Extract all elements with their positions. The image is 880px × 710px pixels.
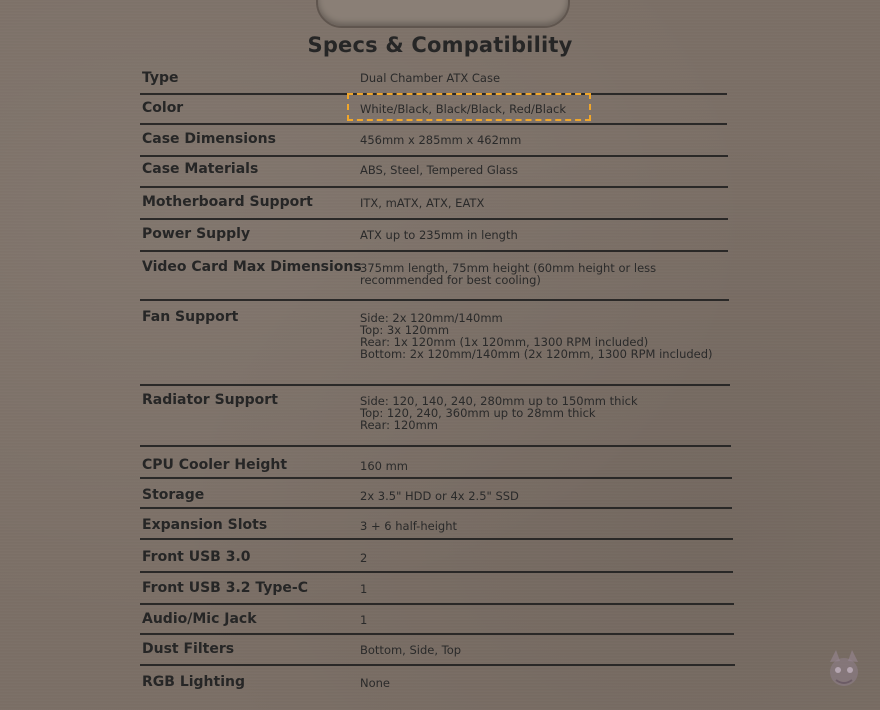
spec-value [360,460,408,472]
spec-label: Case Dimensions [142,131,276,147]
spec-label: CPU Cooler Height [142,457,288,473]
spec-label: Radiator Support [142,392,278,408]
row-divider [140,186,728,188]
spec-label: Fan Support [142,309,239,325]
spec-value [360,229,518,241]
spec-value-line: 1 [360,582,368,596]
spec-value-line: Top: 120, 240, 360mm up to 28mm thick [360,406,596,420]
row-divider [140,633,734,635]
spec-value [360,677,390,689]
mascot-watermark-icon [822,648,866,690]
page-title: Specs & Compatibility [307,33,573,57]
spec-value [360,614,367,626]
spec-label: Dust Filters [142,641,235,657]
spec-value-line: ABS, Steel, Tempered Glass [360,163,518,177]
spec-value-line: 1 [360,613,368,627]
spec-value-line: Bottom, Side, Top [360,643,462,657]
spec-value [360,164,518,176]
spec-value [360,520,457,532]
box-handle-cutout [316,0,570,28]
row-divider [140,571,733,573]
spec-label: Front USB 3.0 [142,549,251,565]
color-value-highlight [347,93,591,121]
spec-value-line: Rear: 120mm [360,418,439,432]
row-divider [140,507,732,509]
spec-value [360,312,713,360]
row-divider [140,384,730,386]
spec-value-line: 456mm x 285mm x 462mm [360,133,522,147]
row-divider [140,664,735,666]
spec-value [360,583,367,595]
spec-value [360,395,638,431]
spec-value [360,72,500,84]
row-divider [140,477,732,479]
row-divider [140,250,728,252]
spec-label: Front USB 3.2 Type-C [142,580,309,596]
spec-value-line: 160 mm [360,459,409,473]
row-divider [140,218,728,220]
spec-value-line: 375mm length, 75mm height (60mm height or less [360,261,657,275]
spec-value [360,490,519,502]
spec-value-line: Bottom: 2x 120mm/140mm (2x 120mm, 1300 RPM included) [360,347,713,361]
spec-value-line: Top: 3x 120mm [360,323,450,337]
row-divider [140,299,729,301]
row-divider [140,445,731,447]
spec-value [360,197,484,209]
spec-value [360,262,656,286]
row-divider [140,603,734,605]
spec-label: Color [142,100,184,116]
spec-label: Motherboard Support [142,194,313,210]
spec-value-line: recommended for best cooling) [360,273,541,287]
spec-label: Storage [142,487,205,503]
spec-label: Power Supply [142,226,251,242]
spec-value-line: White/Black, Black/Black, Red/Black [360,102,566,116]
spec-label: RGB Lighting [142,674,246,690]
spec-value [360,552,367,564]
spec-value-line: Side: 120, 140, 240, 280mm up to 150mm thick [360,394,638,408]
spec-value [360,644,461,656]
spec-value-line: ATX up to 235mm in length [360,228,518,242]
row-divider [140,155,728,157]
spec-label: Case Materials [142,161,259,177]
spec-value-line: Side: 2x 120mm/140mm [360,311,503,325]
spec-value-line: Dual Chamber ATX Case [360,71,501,85]
spec-label: Video Card Max Dimensions [142,259,362,275]
spec-value-line: Rear: 1x 120mm (1x 120mm, 1300 RPM included) [360,335,649,349]
spec-label: Type [142,70,179,86]
spec-label: Expansion Slots [142,517,268,533]
spec-value-line: None [360,676,391,690]
spec-value-line: 2x 3.5" HDD or 4x 2.5" SSD [360,489,519,503]
spec-value-line: 3 + 6 half-height [360,519,457,533]
spec-value-line: 2 [360,551,368,565]
spec-label: Audio/Mic Jack [142,611,257,627]
row-divider [140,538,733,540]
spec-value-line: ITX, mATX, ATX, EATX [360,196,485,210]
row-divider [140,123,727,125]
spec-value [360,134,521,146]
